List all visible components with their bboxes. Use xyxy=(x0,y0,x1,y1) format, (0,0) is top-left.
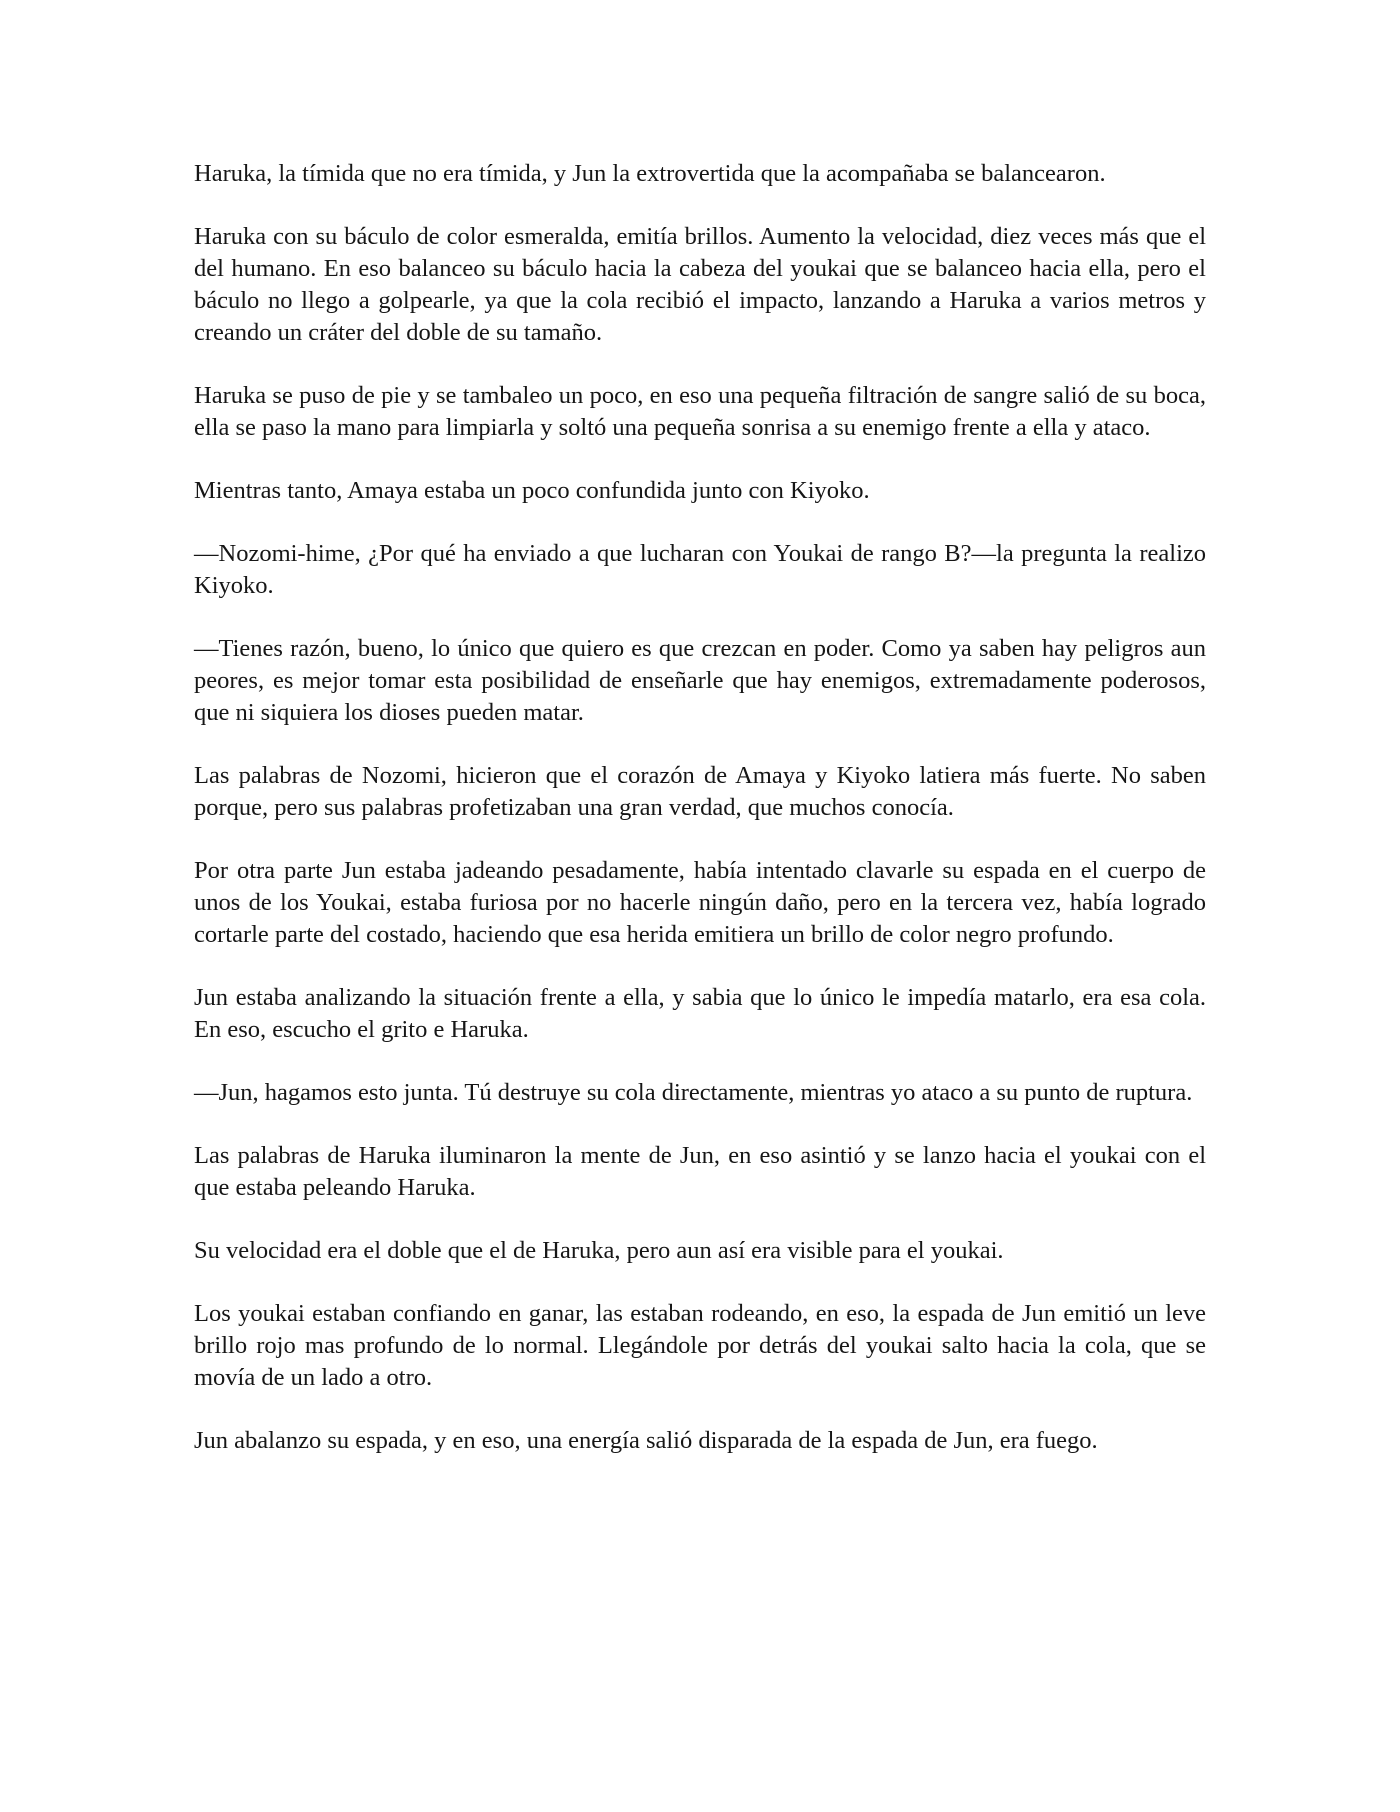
paragraph-5: —Nozomi-hime, ¿Por qué ha enviado a que lucharan con Youkai de rango B?—la pregunta la realizo Kiyoko. xyxy=(194,540,1206,599)
paragraph-14: Jun abalanzo su espada, y en eso, una energía salió disparada de la espada de Jun, era fuego. xyxy=(194,1427,1098,1454)
paragraph-6: —Tienes razón, bueno, lo único que quiero es que crezcan en poder. Como ya saben hay peligros aun peores, es mejor tomar esta posibilidad de enseñarle que hay enemigos, extremadamente poderosos, que ni siquiera los dioses pueden matar. xyxy=(194,635,1206,726)
paragraph-2: Haruka con su báculo de color esmeralda, emitía brillos. Aumento la velocidad, diez veces más que el del humano. En eso balanceo su báculo hacia la cabeza del youkai que se balanceo hacia ella, pero el báculo no llego a golpearle, ya que la cola recibió el impacto, lanzando a Haruka a varios metros y creando un cráter del doble de su tamaño. xyxy=(194,223,1206,346)
paragraph-3: Haruka se puso de pie y se tambaleo un poco, en eso una pequeña filtración de sangre salió de su boca, ella se paso la mano para limpiarla y soltó una pequeña sonrisa a su enemigo frente a ella y ataco. xyxy=(194,382,1206,441)
paragraph-13: Los youkai estaban confiando en ganar, las estaban rodeando, en eso, la espada de Jun emitió un leve brillo rojo mas profundo de lo normal. Llegándole por detrás del youkai salto hacia la cola, que se movía de un lado a otro. xyxy=(194,1300,1206,1391)
paragraph-9: Jun estaba analizando la situación frente a ella, y sabia que lo único le impedía matarlo, era esa cola. En eso, escucho el grito e Haruka. xyxy=(194,984,1206,1043)
paragraph-1: Haruka, la tímida que no era tímida, y Jun la extrovertida que la acompañaba se balancearon. xyxy=(194,160,1106,187)
paragraph-7: Las palabras de Nozomi, hicieron que el corazón de Amaya y Kiyoko latiera más fuerte. No saben porque, pero sus palabras profetizaban una gran verdad, que muchos conocía. xyxy=(194,762,1206,821)
paragraph-4: Mientras tanto, Amaya estaba un poco confundida junto con Kiyoko. xyxy=(194,477,870,504)
paragraph-8: Por otra parte Jun estaba jadeando pesadamente, había intentado clavarle su espada en el cuerpo de unos de los Youkai, estaba furiosa por no hacerle ningún daño, pero en la tercera vez, había logrado cortarle parte del costado, haciendo que esa herida emitiera un brillo de color negro profundo. xyxy=(194,857,1206,948)
paragraph-12: Su velocidad era el doble que el de Haruka, pero aun así era visible para el youkai. xyxy=(194,1237,1004,1264)
paragraph-11: Las palabras de Haruka iluminaron la mente de Jun, en eso asintió y se lanzo hacia el youkai con el que estaba peleando Haruka. xyxy=(194,1142,1206,1201)
document-body xyxy=(194,158,1206,1457)
paragraph-10: —Jun, hagamos esto junta. Tú destruye su cola directamente, mientras yo ataco a su punto de ruptura. xyxy=(194,1079,1193,1106)
